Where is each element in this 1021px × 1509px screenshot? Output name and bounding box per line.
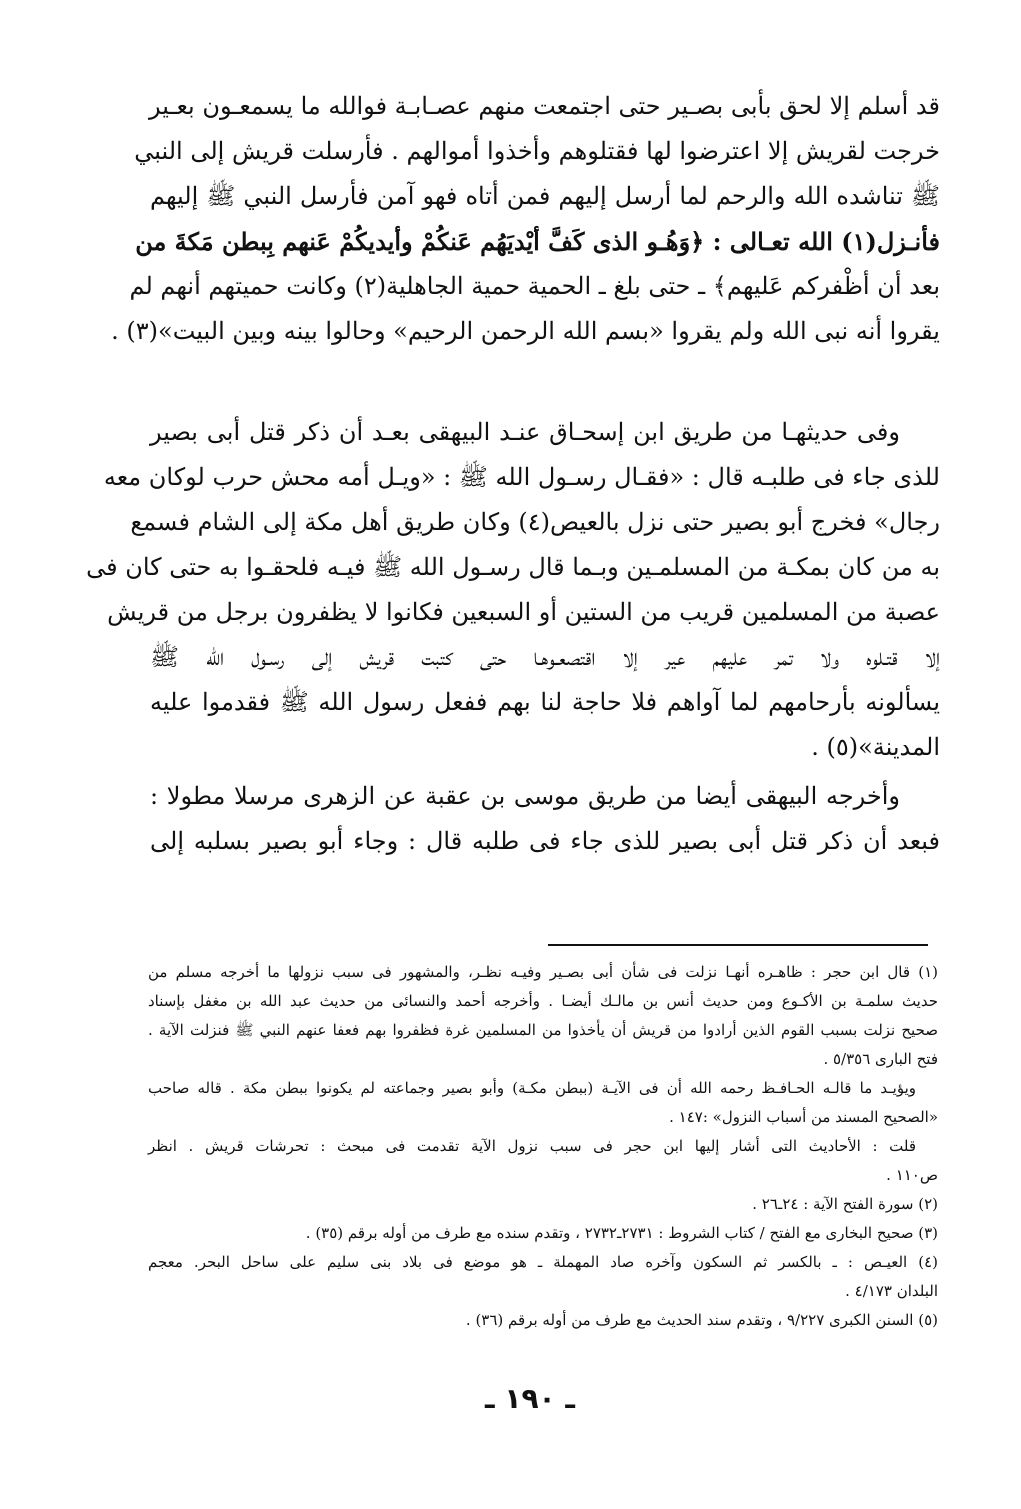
paragraph-3 (150, 774, 940, 864)
text-line: المدينة»(٥) . (811, 733, 940, 761)
footnote-line: فتح البارى ٥/٣٥٦ . (823, 1050, 938, 1068)
footnotes (148, 958, 938, 1335)
footnote-line: (٣) صحيح البخارى مع الفتح / كتاب الشروط : ٢٧٣١ـ٢٧٣٢ ، وتقدم سنده مع طرف من أوله برقم (٣٥) . (305, 1224, 938, 1242)
text-line: رجال» فخرج أبو بصير حتى نزل بالعيص(٤) وكان طريق أهل مكة إلى الشام فسمع (130, 508, 940, 536)
paragraph-2 (86, 410, 940, 770)
footnote-line: ص١١٠ . (886, 1166, 938, 1184)
text-line: إلا قتـلوه ولا تمر عليهم عير إلا اقتصعـوهـا حتى كتبت قريش إلى رسـول الله ﷺ (150, 643, 940, 671)
footnote-line: حديث سلمـة بن الأكـوع ومن حديث أنس بن مالـك أيضـا . وأخرجه أحمد والنسائى من حديث عبد الله بن مغفل بإسناد (148, 992, 938, 1010)
text-line: بعد أن أظْفركم عَليهم﴾ ـ حتى بلغ ـ الحمية حمية الجاهلية(٢) وكانت حميتهم أنهم لم (129, 272, 940, 300)
footnote-line: (٤) العيـص : ـ بالكسر ثم السكون وآخره صاد المهملة ـ هو موضع فى بلاد بنى سليم على ساحل البحر. معجم (148, 1253, 938, 1271)
main-text (86, 84, 940, 864)
text-line: يقروا أنه نبى الله ولم يقروا «بسم الله الرحمن الرحيم» وحالوا بينه وبين البيت»(٣) . (111, 317, 940, 345)
footnote-line: صحيح نزلت بسبب القوم الذين أرادوا من قريش أن يأخذوا من المسلمين غرة فظفروا بهم فعفا عنهم النبي ﷺ فنزلت الآية . (148, 1021, 938, 1039)
footnote-line: قلت : الأحاديث التى أشار إليها ابن حجر فى سبب نزول الآية تقدمت فى مبحث : تحرشات قريش . انظر (148, 1137, 916, 1155)
text-line: عصبة من المسلمين قريب من الستين أو السبعين فكانوا لا يظفرون برجل من قريش (107, 598, 940, 626)
page-number: ـ ١٩٠ ـ (485, 1382, 575, 1415)
footnote-line: البلدان ٤/١٧٣ . (845, 1282, 938, 1300)
text-line: يسألونه بأرحامهم لما آواهم فلا حاجة لنا بهم ففعل رسول الله ﷺ فقدموا عليه (150, 688, 940, 716)
paragraph-1 (111, 84, 940, 354)
footnote-line: «الصحيح المسند من أسباب النزول» :١٤٧ . (669, 1108, 938, 1126)
text-line: فبعد أن ذكر قتل أبى بصير للذى جاء فى طلبه قال : وجاء أبو بصير بسلبه إلى (150, 827, 940, 855)
footnote-line: (٥) السنن الكبرى ٩/٢٢٧ ، وتقدم سند الحديث مع طرف من أوله برقم (٣٦) . (465, 1311, 938, 1329)
text-line: خرجت لقريش إلا اعترضوا لها فقتلوهم وأخذوا أموالهم . فأرسلت قريش إلى النبي (134, 137, 940, 165)
footnote-divider (548, 944, 928, 946)
text-line: وأخرجه البيهقى أيضا من طريق موسى بن عقبة عن الزهرى مرسلا مطولا : (150, 782, 900, 810)
footnote-line: (٢) سورة الفتح الآية : ٢٤ـ٢٦ . (752, 1195, 938, 1213)
text-line: فأنـزل(١) الله تعـالى : ﴿وَهُـو الذى كَفَّ أيْديَهُم عَنكُمْ وأيديكُمْ عَنهم بِبطن مَكةَ من (135, 227, 940, 256)
text-line: للذى جاء فى طلبـه قال : «فقـال رسـول الله ﷺ : «ويـل أمه محش حرب لوكان معه (103, 463, 940, 491)
text-line: ﷺ تناشده الله والرحم لما أرسل إليهم فمن أتاه فهو آمن فأرسل النبي ﷺ إليهم (150, 182, 940, 210)
footnote-line: (١) قال ابن حجر : ظاهـره أنهـا نزلت فى شأن أبى بصـير وفيـه نظـر، والمشهور فى سبب نزولها ما أخرجه مسلم من (148, 963, 938, 981)
text-line: قد أسلم إلا لحق بأبى بصـير حتى اجتمعت منهم عصـابـة فوالله ما يسمعـون بعـير (148, 92, 940, 120)
footnote-line: ويؤيـد ما قالـه الحـافـظ رحمه الله أن فى الآيـة (ببطن مكـة) وأبو بصير وجماعته لم يكونوا ببطن مكة . قاله صاحب (148, 1079, 916, 1097)
text-line: به من كان بمكـة من المسلمـين وبـما قال رسـول الله ﷺ فيـه فلحقـوا به حتى كان فى (86, 553, 940, 581)
text-line: وفى حديثهـا من طريق ابن إسحـاق عنـد البيهقى بعـد أن ذكر قتل أبى بصير (150, 418, 900, 446)
